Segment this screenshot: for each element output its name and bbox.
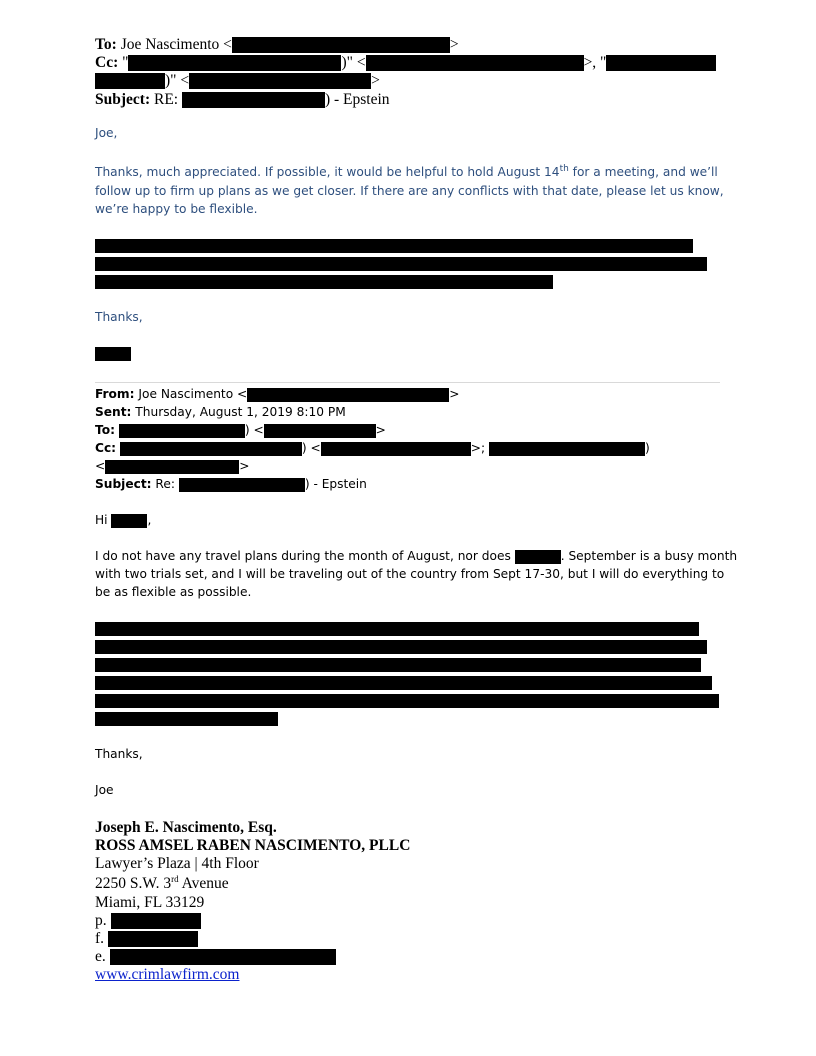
reply-cc-line (95, 54, 716, 72)
redaction (111, 514, 147, 528)
redaction (128, 55, 341, 71)
original-greeting (95, 513, 151, 528)
reply-paragraph-line-1 (95, 165, 718, 179)
to-label: To: (95, 36, 117, 53)
signature-phone (95, 912, 201, 930)
redaction-block (95, 640, 707, 654)
cc-mid: >, " (583, 54, 607, 71)
signature-email (95, 948, 336, 966)
redaction (232, 37, 450, 53)
superscript: th (559, 163, 569, 174)
cc-mid: )" < (341, 54, 366, 71)
reply-paragraph-line-3: we’re happy to be flexible. (95, 202, 258, 216)
original-paragraph-line-1 (95, 549, 737, 564)
email-label: e. (95, 948, 106, 965)
signature-address-1: Lawyer’s Plaza | 4th Floor (95, 855, 259, 872)
to-mid: ) < (244, 423, 264, 437)
redaction-block (95, 658, 701, 672)
text-span: 2250 S.W. 3 (95, 875, 172, 892)
cc-open: " (122, 54, 129, 71)
subject-prefix: Re: (155, 477, 175, 491)
text-span: for a meeting, and we’ll (568, 165, 718, 179)
redaction (366, 55, 584, 71)
from-close: > (449, 387, 460, 401)
fax-label: f. (95, 930, 105, 947)
sent-value: Thursday, August 1, 2019 8:10 PM (135, 405, 346, 419)
text-span: I do not have any travel plans during the month of August, nor does (95, 549, 511, 563)
redaction-block (95, 676, 712, 690)
signature-address-2 (95, 875, 229, 893)
redaction (489, 442, 645, 456)
redaction (264, 424, 376, 438)
cc-mid: ) < (301, 441, 321, 455)
to-label: To: (95, 423, 115, 437)
redaction-block (95, 239, 693, 253)
original-to-line (95, 423, 386, 438)
greeting-suffix: , (147, 513, 152, 527)
reply-paragraph-line-2: follow up to firm up plans as we get closer. If there are any conflicts with that date, please let us know, (95, 184, 724, 198)
redaction-block (95, 694, 719, 708)
signature-website-line (95, 966, 239, 984)
redaction-block (95, 275, 553, 289)
subject-label: Subject: (95, 477, 152, 491)
signature-firm (95, 837, 410, 855)
from-value: Joe Nascimento < (138, 387, 248, 401)
subject-suffix: ) - Epstein (324, 91, 390, 108)
redaction-signature (95, 347, 131, 361)
signature-name (95, 819, 277, 837)
redaction (108, 931, 198, 947)
redaction (95, 73, 165, 89)
original-cc-line-2 (95, 459, 249, 474)
cc-close: > (371, 72, 380, 89)
cc-mid: >; (470, 441, 486, 455)
redaction-block (95, 622, 699, 636)
cc-label: Cc: (95, 54, 119, 71)
original-paragraph-line-2: with two trials set, and I will be traveling out of the country from Sept 17-30, but I will do everything to (95, 567, 725, 581)
original-paragraph-line-3: be as flexible as possible. (95, 585, 252, 599)
redaction-block (95, 257, 707, 271)
text-span: . September is a busy month (560, 549, 738, 563)
redaction (321, 442, 471, 456)
signature-name-text: Joseph E. Nascimento, Esq. (95, 819, 277, 836)
signature-firm-text: ROSS AMSEL RABEN NASCIMENTO, PLLC (95, 837, 411, 854)
original-from-line (95, 387, 459, 402)
greeting-prefix: Hi (95, 513, 108, 527)
redaction (110, 949, 336, 965)
reply-to-line (95, 36, 459, 54)
redaction-block (95, 712, 278, 726)
reply-greeting: Joe, (95, 126, 118, 140)
signature-fax (95, 930, 198, 948)
text-span: Avenue (178, 875, 229, 892)
redaction (105, 460, 239, 474)
cc-open: < (95, 459, 106, 473)
subject-prefix: RE: (153, 91, 179, 108)
website-link[interactable]: www.crimlawfirm.com (95, 966, 240, 983)
text-span: Thanks, much appreciated. If possible, it would be helpful to hold August 14 (95, 165, 560, 179)
superscript: rd (171, 873, 179, 884)
redaction (120, 442, 302, 456)
redaction (119, 424, 245, 438)
to-close: > (375, 423, 386, 437)
subject-suffix: ) - Epstein (304, 477, 367, 491)
sent-label: Sent: (95, 405, 132, 419)
original-closing: Thanks, (95, 747, 143, 761)
redaction (179, 478, 305, 492)
redaction (182, 92, 325, 108)
original-cc-line (95, 441, 650, 456)
reply-subject-line (95, 91, 390, 109)
redaction (606, 55, 716, 71)
reply-cc-line-2 (95, 72, 380, 90)
from-label: From: (95, 387, 135, 401)
original-sent-line (95, 405, 346, 419)
phone-label: p. (95, 912, 107, 929)
to-close: > (449, 36, 459, 53)
redaction (247, 388, 449, 402)
cc-label: Cc: (95, 441, 117, 455)
cc-close: > (239, 459, 250, 473)
original-subject-line (95, 477, 367, 492)
cc-mid: )" < (165, 72, 190, 89)
cc-close: ) (644, 441, 650, 455)
original-sign-name: Joe (95, 783, 114, 797)
redaction (111, 913, 201, 929)
redaction (189, 73, 371, 89)
divider (95, 382, 720, 383)
reply-closing: Thanks, (95, 310, 143, 324)
to-name: Joe Nascimento < (120, 36, 232, 53)
signature-address-3: Miami, FL 33129 (95, 894, 205, 911)
redaction (515, 550, 561, 564)
subject-label: Subject: (95, 91, 151, 108)
